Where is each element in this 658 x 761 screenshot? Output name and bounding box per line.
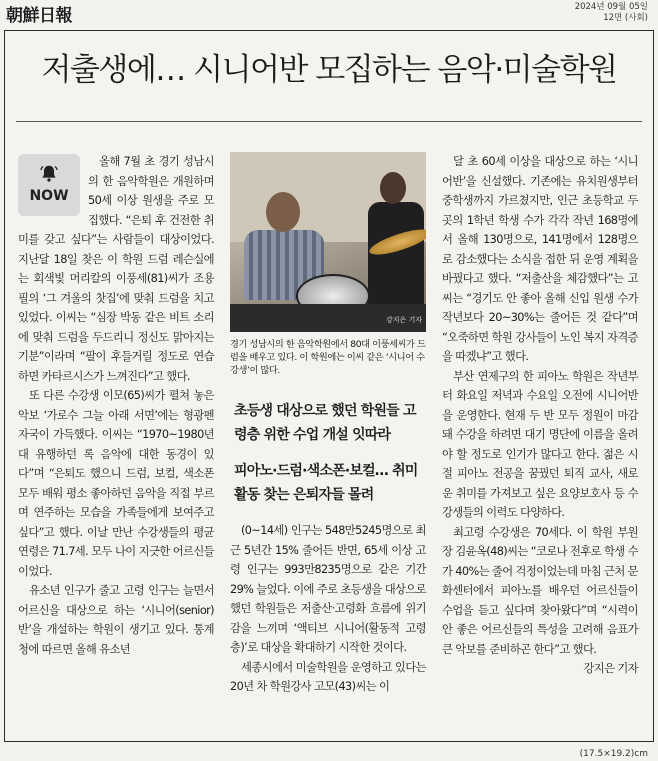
publish-date: 2024년 09월 05일 [574, 2, 648, 12]
body-paragraph: 세종시에서 미술학원을 운영하고 있다는 20년 차 학원강사 고모(43)씨는 이 [230, 660, 426, 693]
photo-caption: 경기 성남시의 한 음악학원에서 80대 이풍세씨가 드럼을 배우고 있다. 이 학원에는 이씨 같은 ‘시니어 수강생’이 많다. [230, 339, 426, 376]
column-3 [442, 152, 638, 679]
body-paragraph: 또 다른 수강생 이모(65)씨가 펼쳐 놓은 악보 ‘가로수 그늘 아래 서면’에는 형광펜 자국이 가득했다. 이씨는 “1970~1980년대 유행하던 록 음악에 대한 동경이 있다”며 “은퇴도 했으니 드럼, 보컬, 색소폰 모두 배워 평소 좋아하던 음악을 직접 부르며 연주하는 모습을 가족들에게 보여주고 싶다”고 했다. 이날 만난 수강생들의 평균 연령은 71.7세. 모두 나이 지긋한 어르신들이었다. [18, 389, 214, 578]
subheadline-line: 초등생 대상으로 했던 학원들 고령층 위한 수업 개설 잇따라 [234, 403, 416, 443]
column-2 [230, 152, 426, 697]
headline-divider [16, 121, 642, 122]
photo-credit: 강지은 기자 [385, 315, 422, 324]
reporter-byline: 강지은 기자 [583, 662, 638, 675]
page-section: 12면 (사회) [603, 13, 648, 23]
subheadline-line: 피아노·드럼·색소폰·보컬… 취미활동 찾는 은퇴자들 몰려 [234, 463, 418, 503]
bell-icon [38, 163, 60, 185]
article-photo [230, 152, 426, 332]
clipping-size: (17.5×19.2)cm [579, 749, 648, 759]
newspaper-masthead: 朝鮮日報 [6, 6, 72, 26]
body-paragraph: 최고령 수강생은 70세다. 이 학원 부원장 김윤옥(48)씨는 “코로나 전후로 학생 수가 40%는 줄어 걱정이었는데 마침 근처 문화센터에서 피아노를 배우던 어르신들이 수업을 듣고 싶다며 찾아왔다”며 “시력이 안 좋은 어르신들의 특성을 고려해 음표가 큰 악보를 준비하곤 한다”고 했다. [442, 525, 638, 656]
subheadline [230, 399, 426, 507]
body-paragraph: 부산 연제구의 한 피아노 학원은 작년부터 화요일 저녁과 수요일 오전에 시니어반을 운영한다. 현재 두 반 모두 정원이 마감돼 수강을 하려면 대기 명단에 이름을 올려야 할 정도로 인기가 많다고 한다. 젊은 시절 피아노 전공을 꿈꿨던 퇴직 교사, 새로운 취미를 가져보고 싶은 요양보호사 등 수강생들의 이력도 다양하다. [442, 369, 638, 519]
dateline [575, 2, 648, 24]
body-paragraph: 올해 7월 초 경기 성남시의 한 음악학원은 개원하며 50세 이상 원생을 주로 모집했다. “은퇴 후 건전한 취미를 갖고 싶다”는 사람들이 대상이었다. 지난달 18일 찾은 이 학원 드럼 레슨실에는 회색빛 머리칼의 이풍세(81)씨가 조용필의 ‘그 겨울의 찻집’에 맞춰 드럼을 치고 있었다. 이씨는 “심장 박동 같은 비트 소리에 맞춰 드럼을 두드리니 정신도 맑아지는 기분”이라며 “팔이 후들거릴 정도로 연습하면 카타르시스가 느껴진다”고 했다. [18, 155, 214, 383]
now-label: NOW [29, 188, 69, 205]
body-paragraph: 달 초 60세 이상을 대상으로 하는 ‘시니어반’을 신설했다. 기존에는 유치원생부터 중학생까지 가르쳤지만, 인근 초등학교 두 곳의 1학년 학생 수가 각각 작년 168명에서 올해 130명으로, 141명에서 128명으로 감소했다는 소식을 접한 뒤 운영 계획을 바꿨다고 했다. “저출산을 체감했다”는 고씨는 “경기도 안 좋아 올해 신입 원생 수가 작년보다 20~30%는 줄어든 것 같다”며 “오죽하면 학원 강사들이 노인 복지 자격증을 따겠냐”고 했다. [442, 155, 638, 363]
body-paragraph: (0~14세) 인구는 548만5245명으로 최근 5년간 15% 줄어든 반면, 65세 이상 고령 인구는 993만8235명으로 같은 기간 29% 늘었다. 이에 주로 초등생을 대상으로 했던 학원들은 저출산·고령화 흐름에 위기감을 느끼며 ‘액티브 시니어(활동적 고령층)’로 대상을 확대하기 시작한 것이다. [230, 524, 426, 654]
now-badge [18, 154, 80, 216]
column-1 [18, 152, 214, 659]
article-headline: 저출생에… 시니어반 모집하는 음악·미술학원 [41, 52, 617, 88]
body-paragraph: 유소년 인구가 줄고 고령 인구는 늘면서 어르신을 대상으로 하는 ‘시니어(senior)반’을 개설하는 학원이 생기고 있다. 통계청에 따르면 올해 유소년 [18, 584, 214, 656]
